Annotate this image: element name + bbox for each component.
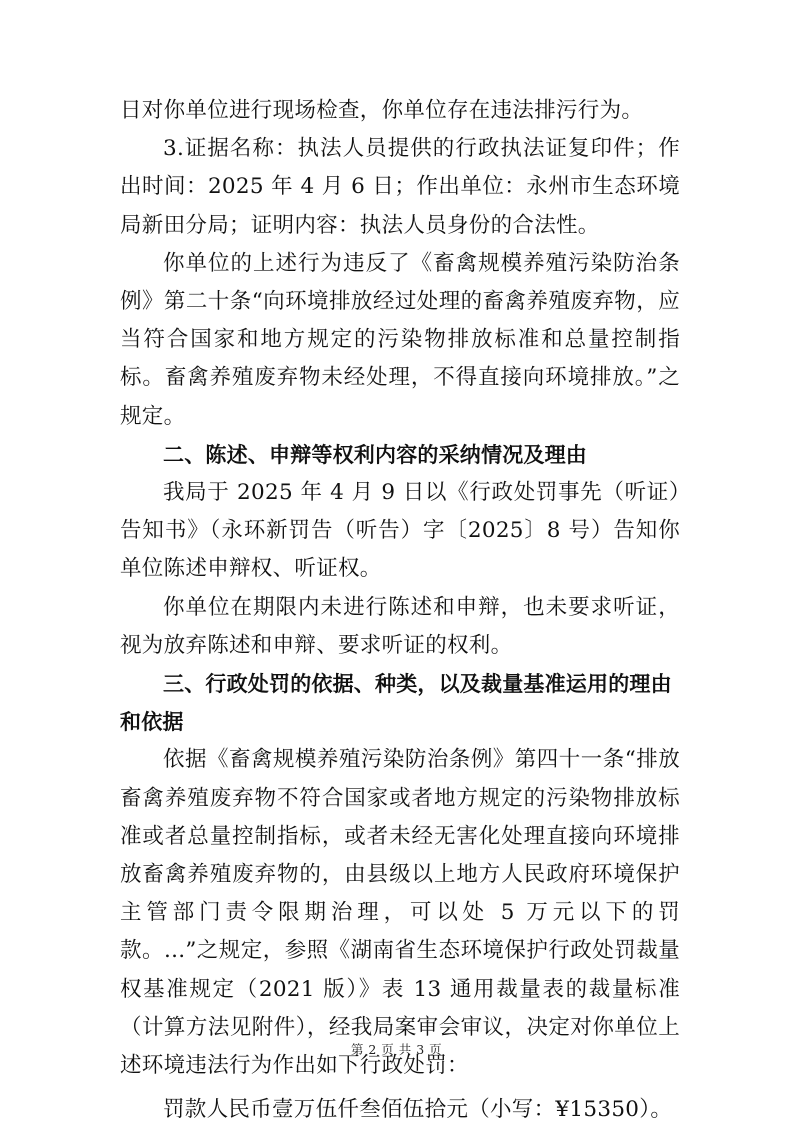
section-heading-2: 二、陈述、申辩等权利内容的采纳情况及理由 [163,442,587,467]
section-heading-3: 三、行政处罚的依据、种类，以及裁量基准运用的理由和依据 [120,672,672,735]
document-body [120,92,680,1129]
paragraph-notice: 我局于 2025 年 4 月 9 日以《行政处罚事先（听证）告知书》（永环新罚告（听告）字〔2025〕8 号）告知你单位陈述申辩权、听证权。 [120,480,680,582]
page-number: 第 2 页 共 3 页 [350,1042,443,1057]
paragraph-waiver: 你单位在期限内未进行陈述和申辩，也未要求听证，视为放弃陈述和申辩、要求听证的权利。 [120,594,680,658]
paragraph-evidence-3: 3.证据名称：执法人员提供的行政执法证复印件；作出时间：2025 年 4 月 6 日；作出单位：永州市生态环境局新田分局；证明内容：执法人员身份的合法性。 [120,136,680,238]
paragraph-violation: 你单位的上述行为违反了《畜禽规模养殖污染防治条例》第二十条“向环境排放经过处理的畜禽养殖废弃物，应当符合国家和地方规定的污染物排放标准和总量控制指标。畜禽养殖废弃物未经处理，不得直接向环境排放。”之规定。 [120,250,680,429]
paragraph-continued: 日对你单位进行现场检查，你单位存在违法排污行为。 [120,98,644,123]
paragraph-legal-basis: 依据《畜禽规模养殖污染防治条例》第四十一条“排放畜禽养殖废弃物不符合国家或者地方规定的污染物排放标准或者总量控制指标，或者未经无害化处理直接向环境排放畜禽养殖废弃物的，由县级以上地方人民政府环境保护主管部门责令限期治理，可以处 5 万元以下的罚款。...”之规定，参照《湖南省生态环境保护行政处罚裁量权基准规定（2021 版）》表 13 通用裁量表的裁量标准（计算方法见附件），经我局案审会审议，决定对你单位上述环境违法行为作出如下行政处罚： [120,747,680,1079]
paragraph-penalty: 罚款人民币壹万伍仟叁佰伍拾元（小写：¥15350）。 [163,1097,673,1123]
